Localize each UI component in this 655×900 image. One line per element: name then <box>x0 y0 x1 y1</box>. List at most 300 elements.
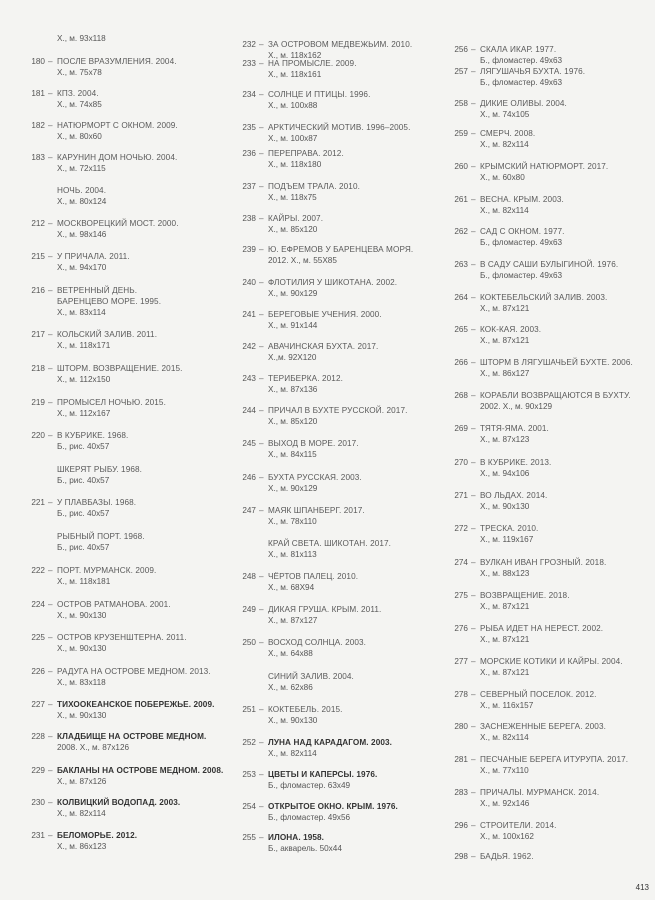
entry-dash: – <box>48 364 53 373</box>
entry-number: 183 <box>31 153 45 162</box>
entry-number: 283 <box>454 788 468 797</box>
entry-dash: – <box>259 638 264 647</box>
entry-description: Б., рис. 40х57 <box>57 509 110 518</box>
entry-description: Б., фломастер. 49х63 <box>480 78 563 87</box>
entry-number: 262 <box>454 227 468 236</box>
entry-title <box>268 438 438 449</box>
entry-dash: – <box>259 802 264 811</box>
entry-number: 296 <box>454 821 468 830</box>
entry-dash: – <box>259 182 264 191</box>
entry-description: Х., м. 90х130 <box>268 716 318 725</box>
entry-number: 255 <box>242 833 256 842</box>
entry-title-text: ВЕТРЕННЫЙ ДЕНЬ. БАРЕНЦЕВО МОРЕ. 1995. <box>57 286 162 306</box>
entry-dash: – <box>259 90 264 99</box>
entry-number: 274 <box>454 558 468 567</box>
entry-description: Х., м. 100х88 <box>268 101 318 110</box>
entry-description: Х., м. 82х114 <box>268 749 317 758</box>
entry-description: Х., м. 86х123 <box>57 842 107 851</box>
entry-title <box>57 531 227 542</box>
entry-title-text: СИНИЙ ЗАЛИВ. 2004. <box>268 672 354 681</box>
entry-dash: – <box>471 162 476 171</box>
entry-title-text: МОСКВОРЕЦКИЙ МОСТ. 2000. <box>57 219 179 228</box>
entry-description: Х., м. 81х113 <box>268 550 317 559</box>
entry-number: 229 <box>31 766 45 775</box>
entry-title <box>268 704 438 715</box>
entry-description: Х., м. 72х115 <box>57 164 106 173</box>
entry-dash: – <box>471 358 476 367</box>
entry-number: 232 <box>242 40 256 49</box>
entry-dash: – <box>259 833 264 842</box>
entry-dash: – <box>471 524 476 533</box>
entry-dash: – <box>471 458 476 467</box>
entry-title <box>480 44 650 55</box>
entry-title-text: В КУБРИКЕ. 1968. <box>57 431 129 440</box>
entry-title-text: ОСТРОВ КРУЗЕНШТЕРНА. 2011. <box>57 633 187 642</box>
entry-number: 252 <box>242 738 256 747</box>
entry-number: 281 <box>454 755 468 764</box>
entry-title-text: НОЧЬ. 2004. <box>57 186 107 195</box>
entry-title <box>57 599 227 610</box>
entry-number: 277 <box>454 657 468 666</box>
entry-number: 180 <box>31 57 45 66</box>
entry-number: 253 <box>242 770 256 779</box>
entry-dash: – <box>471 260 476 269</box>
entry-dash: – <box>48 798 53 807</box>
entry-dash: – <box>259 705 264 714</box>
entry-title-text: КОРАБЛИ ВОЗВРАЩАЮТСЯ В БУХТУ. <box>480 391 631 400</box>
entry-dash: – <box>471 491 476 500</box>
entry-description: Х., м. 118х180 <box>268 160 322 169</box>
entry-title-text: БУХТА РУССКАЯ. 2003. <box>268 473 362 482</box>
entry-dash: – <box>48 252 53 261</box>
entry-number: 270 <box>454 458 468 467</box>
entry-number: 250 <box>242 638 256 647</box>
entry-title-text: ОСТРОВ РАТМАНОВА. 2001. <box>57 600 171 609</box>
entry-title <box>268 58 438 69</box>
entry-dash: – <box>259 406 264 415</box>
entry-number: 259 <box>454 129 468 138</box>
entry-title <box>57 285 227 307</box>
entry-dash: – <box>471 722 476 731</box>
entry-title-text: ЗАСНЕЖЕННЫЕ БЕРЕГА. 2003. <box>480 722 606 731</box>
entry-title <box>268 122 438 133</box>
entry-title-text: ЦВЕТЫ И КАПЕРСЫ. 1976. <box>268 770 378 779</box>
entry-dash: – <box>48 398 53 407</box>
entry-title <box>480 623 650 634</box>
entry-title <box>57 830 227 841</box>
entry-description: Х., м. 60х80 <box>480 173 525 182</box>
entry-title-text: ПРОМЫСЕЛ НОЧЬЮ. 2015. <box>57 398 166 407</box>
entry-description: Б., фломастер. 49х56 <box>268 813 351 822</box>
entry-title <box>480 292 650 303</box>
entry-title <box>480 161 650 172</box>
entry-dash: – <box>48 498 53 507</box>
catalog-column-3 <box>435 0 650 900</box>
entry-dash: – <box>259 342 264 351</box>
entry-title-text: МАЯК ШПАНБЕРГ. 2017. <box>268 506 365 515</box>
entry-dash: – <box>471 129 476 138</box>
entry-description: Б., фломастер. 63х49 <box>268 781 351 790</box>
entry-title-text: КОКТЕБЕЛЬ. 2015. <box>268 705 343 714</box>
entry-dash: – <box>471 293 476 302</box>
entry-title-text: ПОДЪЕМ ТРАЛА. 2010. <box>268 182 360 191</box>
entry-number: 260 <box>454 162 468 171</box>
entry-title-text: МОРСКИЕ КОТИКИ И КАЙРЫ. 2004. <box>480 657 623 666</box>
entry-description: Х., м. 83х118 <box>57 678 106 687</box>
entry-description: Х., м. 90х130 <box>57 644 107 653</box>
entry-number: 239 <box>242 245 256 254</box>
entry-number: 244 <box>242 406 256 415</box>
entry-title-text: ШТОРМ. ВОЗВРАЩЕНИЕ. 2015. <box>57 364 183 373</box>
entry-title <box>480 820 650 831</box>
entry-number: 216 <box>31 286 45 295</box>
entry-title-text: ТЕРИБЕРКА. 2012. <box>268 374 343 383</box>
entry-description: Б., фломастер. 49х63 <box>480 271 563 280</box>
entry-title-text: КАЙРЫ. 2007. <box>268 214 324 223</box>
entry-dash: – <box>471 852 476 861</box>
entry-number: 247 <box>242 506 256 515</box>
entry-title <box>268 277 438 288</box>
entry-title-text: ДИКИЕ ОЛИВЫ. 2004. <box>480 99 567 108</box>
entry-description: Х., м. 83х114 <box>57 308 106 317</box>
entry-dash: – <box>48 153 53 162</box>
entry-description: Х., м. 82х114 <box>480 733 529 742</box>
entry-dash: – <box>259 374 264 383</box>
entry-title-text: ШКЕРЯТ РЫБУ. 1968. <box>57 465 143 474</box>
entry-description: Х., м. 116х157 <box>480 701 534 710</box>
entry-title <box>480 128 650 139</box>
entry-title <box>268 148 438 159</box>
entry-number: 222 <box>31 566 45 575</box>
entry-dash: – <box>48 57 53 66</box>
entry-dash: – <box>471 325 476 334</box>
entry-title-text: ТЯТЯ-ЯМА. 2001. <box>480 424 549 433</box>
entry-title-text: КПЗ. 2004. <box>57 89 99 98</box>
entry-title <box>268 571 438 582</box>
entry-title <box>57 632 227 643</box>
entry-description: Х., м. 90х130 <box>57 711 107 720</box>
entry-description: Х., м. 98х146 <box>57 230 107 239</box>
entry-number: 246 <box>242 473 256 482</box>
entry-description: Х., м. 118х162 <box>268 51 322 60</box>
entry-title <box>57 329 227 340</box>
entry-title <box>57 430 227 441</box>
entry-title <box>57 218 227 229</box>
entry-title-text: ЛУНА НАД КАРАДАГОМ. 2003. <box>268 738 393 747</box>
entry-description: Б., рис. 40х57 <box>57 476 110 485</box>
entry-title-text: ИЛОНА. 1958. <box>268 833 325 842</box>
entry-number: 231 <box>31 831 45 840</box>
entry-description: Х., м. 78х110 <box>268 517 317 526</box>
entry-title-text: КЛАДБИЩЕ НА ОСТРОВЕ МЕДНОМ. <box>57 732 207 741</box>
entry-number: 275 <box>454 591 468 600</box>
page-number: 413 <box>635 883 649 892</box>
entry-description: Б., рис. 40х57 <box>57 543 110 552</box>
entry-title-text: РЫБА ИДЕТ НА НЕРЕСТ. 2002. <box>480 624 604 633</box>
entry-description: Х., м. 87х121 <box>480 336 530 345</box>
entry-title-text: У ПЛАВБАЗЫ. 1968. <box>57 498 137 507</box>
entry-description: Х., м. 74х85 <box>57 100 102 109</box>
entry-dash: – <box>259 278 264 287</box>
entry-title <box>57 797 227 808</box>
entry-dash: – <box>259 245 264 254</box>
entry-title <box>57 731 227 742</box>
entry-description: Х., м. 91х144 <box>268 321 318 330</box>
entry-title <box>480 357 650 368</box>
entry-number: 243 <box>242 374 256 383</box>
entry-title-text: САД С ОКНОМ. 1977. <box>480 227 565 236</box>
entry-description: Х., м. 112х150 <box>57 375 111 384</box>
entry-dash: – <box>48 219 53 228</box>
entry-dash: – <box>471 67 476 76</box>
entry-number: 264 <box>454 293 468 302</box>
entry-description: Х., м. 90х129 <box>268 484 318 493</box>
entry-title-text: БАДЬЯ. 1962. <box>480 852 534 861</box>
entry-title-text: ВУЛКАН ИВАН ГРОЗНЫЙ. 2018. <box>480 558 607 567</box>
entry-number: 278 <box>454 690 468 699</box>
entry-title-text: КРАЙ СВЕТА. ШИКОТАН. 2017. <box>268 539 392 548</box>
entry-number: 268 <box>454 391 468 400</box>
entry-number: 251 <box>242 705 256 714</box>
entry-title <box>57 56 227 67</box>
entry-title-text: В САДУ САШИ БУЛЫГИНОЙ. 1976. <box>480 260 619 269</box>
entry-number: 234 <box>242 90 256 99</box>
entry-dash: – <box>48 89 53 98</box>
entry-title <box>268 832 438 843</box>
entry-dash: – <box>471 788 476 797</box>
entry-description: Х., м. 80х60 <box>57 132 102 141</box>
entry-title <box>480 523 650 534</box>
entry-title <box>268 244 438 255</box>
entry-title <box>268 341 438 352</box>
entry-dash: – <box>48 286 53 295</box>
entry-title-text: НАТЮРМОРТ С ОКНОМ. 2009. <box>57 121 178 130</box>
entry-description: Х., м. 87х121 <box>480 304 530 313</box>
entry-title-text: СМЕРЧ. 2008. <box>480 129 536 138</box>
entry-title-text: ВОСХОД СОЛНЦА. 2003. <box>268 638 367 647</box>
entry-title-text: РАДУГА НА ОСТРОВЕ МЕДНОМ. 2013. <box>57 667 211 676</box>
entry-dash: – <box>259 572 264 581</box>
entry-title <box>480 423 650 434</box>
entry-dash: – <box>48 667 53 676</box>
entry-number: 249 <box>242 605 256 614</box>
entry-number: 242 <box>242 342 256 351</box>
entry-description: Х., м. 80х124 <box>57 197 107 206</box>
entry-title <box>57 152 227 163</box>
entry-number: 235 <box>242 123 256 132</box>
entry-title <box>268 769 438 780</box>
entry-number: 233 <box>242 59 256 68</box>
entry-description: Б., фломастер. 49х63 <box>480 238 563 247</box>
entry-description: Х., м. 90х130 <box>480 502 530 511</box>
entry-title <box>480 590 650 601</box>
entry-number: 265 <box>454 325 468 334</box>
entry-number: 237 <box>242 182 256 191</box>
entry-dash: – <box>471 558 476 567</box>
entry-title-text: ШТОРМ В ЛЯГУШАЧЬЕЙ БУХТЕ. 2006. <box>480 358 633 367</box>
entry-description: Х., м. 87х121 <box>480 668 530 677</box>
entry-number: 257 <box>454 67 468 76</box>
entry-title-text: БЕЛОМОРЬЕ. 2012. <box>57 831 138 840</box>
entry-title <box>268 604 438 615</box>
entry-number: 225 <box>31 633 45 642</box>
entry-title <box>480 721 650 732</box>
entry-dash: – <box>48 766 53 775</box>
entry-description: Х., м. 112х167 <box>57 409 111 418</box>
entry-dash: – <box>259 770 264 779</box>
entry-title-text: КОКТЕБЕЛЬСКИЙ ЗАЛИВ. 2003. <box>480 293 608 302</box>
entry-title <box>268 737 438 748</box>
entry-title <box>268 472 438 483</box>
entry-title-text: БАКЛАНЫ НА ОСТРОВЕ МЕДНОМ. 2008. <box>57 766 224 775</box>
entry-dash: – <box>48 431 53 440</box>
entry-title-text: Ю. ЕФРЕМОВ У БАРЕНЦЕВА МОРЯ. <box>268 245 414 254</box>
entry-dash: – <box>471 99 476 108</box>
entry-title-text: ВЫХОД В МОРЕ. 2017. <box>268 439 359 448</box>
entry-description: Х., м. 94х106 <box>480 469 530 478</box>
entry-description: Х., м. 75х78 <box>57 68 102 77</box>
entry-dash: – <box>259 473 264 482</box>
entry-dash: – <box>48 600 53 609</box>
entry-number: 266 <box>454 358 468 367</box>
entry-dash: – <box>471 657 476 666</box>
entry-number: 182 <box>31 121 45 130</box>
entry-description: Б., рис. 40х57 <box>57 442 110 451</box>
entry-dash: – <box>471 624 476 633</box>
entry-number: 220 <box>31 431 45 440</box>
catalog-column-2 <box>223 0 438 900</box>
entry-title <box>480 226 650 237</box>
entry-dash: – <box>471 45 476 54</box>
entry-number: 276 <box>454 624 468 633</box>
entry-dash: – <box>259 605 264 614</box>
entry-title-text: СОЛНЦЕ И ПТИЦЫ. 1996. <box>268 90 371 99</box>
entry-description: Х., м. 100х162 <box>480 832 534 841</box>
entry-title-text: КОК-КАЯ. 2003. <box>480 325 542 334</box>
entry-description: Х., м. 119х167 <box>480 535 534 544</box>
entry-title-text: ЛЯГУШАЧЬЯ БУХТА. 1976. <box>480 67 586 76</box>
entry-title <box>480 787 650 798</box>
entry-number: 269 <box>454 424 468 433</box>
entry-title <box>57 666 227 677</box>
entry-number: 258 <box>454 99 468 108</box>
entry-dash: – <box>259 149 264 158</box>
entry-dash: – <box>471 391 476 400</box>
entry-description: Б., акварель. 50х44 <box>268 844 342 853</box>
entry-description: Х., м. 85х120 <box>268 417 318 426</box>
entry-title <box>268 309 438 320</box>
entry-description: Х., м. 87х127 <box>268 616 318 625</box>
entry-number: 280 <box>454 722 468 731</box>
entry-description: Х., м. 77х110 <box>480 766 529 775</box>
entry-title <box>268 405 438 416</box>
entry-number: 217 <box>31 330 45 339</box>
entry-description: Х., м. 90х129 <box>268 289 318 298</box>
entry-title-text: В КУБРИКЕ. 2013. <box>480 458 552 467</box>
entry-number: 263 <box>454 260 468 269</box>
entry-dash: – <box>259 59 264 68</box>
entry-title <box>57 120 227 131</box>
entry-description: Х., м. 93х118 <box>57 34 106 43</box>
entry-description: Х., м. 118х181 <box>57 577 111 586</box>
entry-title <box>268 538 438 549</box>
entry-description: Х., м. 100х87 <box>268 134 318 143</box>
entry-title <box>57 397 227 408</box>
entry-title-text: СТРОИТЕЛИ. 2014. <box>480 821 557 830</box>
entry-description: Х., м. 84х115 <box>268 450 317 459</box>
entry-dash: – <box>259 40 264 49</box>
entry-title-text: У ПРИЧАЛА. 2011. <box>57 252 130 261</box>
entry-title <box>57 699 227 710</box>
entry-title <box>57 363 227 374</box>
entry-dash: – <box>48 700 53 709</box>
entry-title-text: СКАЛА ИКАР. 1977. <box>480 45 557 54</box>
entry-number: 212 <box>31 219 45 228</box>
entry-dash: – <box>471 591 476 600</box>
entry-number: 256 <box>454 45 468 54</box>
entry-title <box>480 324 650 335</box>
entry-description: Х., м. 92х146 <box>480 799 530 808</box>
entry-description: 2002. Х., м. 90х129 <box>480 402 553 411</box>
entry-number: 221 <box>31 498 45 507</box>
entry-title-text: РЫБНЫЙ ПОРТ. 1968. <box>57 532 145 541</box>
entry-title-text: ПРИЧАЛ В БУХТЕ РУССКОЙ. 2017. <box>268 406 408 415</box>
entry-number: 224 <box>31 600 45 609</box>
entry-number: 181 <box>31 89 45 98</box>
entry-title-text: КРЫМСКИЙ НАТЮРМОРТ. 2017. <box>480 162 609 171</box>
entry-title <box>480 490 650 501</box>
entry-dash: – <box>471 195 476 204</box>
entry-title <box>57 765 227 776</box>
entry-title <box>480 98 650 109</box>
entry-description: Х., м. 88х123 <box>480 569 530 578</box>
entry-title <box>480 689 650 700</box>
entry-description: Х.,м. 92Х120 <box>268 353 317 362</box>
entry-dash: – <box>48 831 53 840</box>
entry-title-text: ПЕРЕПРАВА. 2012. <box>268 149 344 158</box>
entry-description: Х., м. 86х127 <box>480 369 530 378</box>
entry-dash: – <box>48 566 53 575</box>
entry-title <box>480 390 650 401</box>
entry-number: 218 <box>31 364 45 373</box>
entry-description: Х., м. 118х161 <box>268 70 322 79</box>
entry-title-text: ЗА ОСТРОВОМ МЕДВЕЖЬИМ. 2010. <box>268 40 413 49</box>
entry-description: Х., м. 74х105 <box>480 110 530 119</box>
entry-number: 240 <box>242 278 256 287</box>
entry-dash: – <box>48 732 53 741</box>
entry-dash: – <box>471 424 476 433</box>
entry-title <box>480 194 650 205</box>
entry-title-text: ФЛОТИЛИЯ У ШИКОТАНА. 2002. <box>268 278 398 287</box>
entry-description: Х., м. 118х75 <box>268 193 317 202</box>
entry-title <box>268 505 438 516</box>
entry-number: 227 <box>31 700 45 709</box>
entry-dash: – <box>471 821 476 830</box>
entry-description: Х., м. 82х114 <box>480 140 529 149</box>
entry-number: 245 <box>242 439 256 448</box>
entry-dash: – <box>259 123 264 132</box>
entry-dash: – <box>259 439 264 448</box>
entry-dash: – <box>48 633 53 642</box>
entry-title-text: КОЛЬСКИЙ ЗАЛИВ. 2011. <box>57 330 158 339</box>
entry-title <box>268 213 438 224</box>
catalog-column-1 <box>12 0 227 900</box>
entry-title-text: ПОСЛЕ ВРАЗУМЛЕНИЯ. 2004. <box>57 57 177 66</box>
entry-dash: – <box>259 506 264 515</box>
entry-number: 254 <box>242 802 256 811</box>
entry-description: Х., м. 62х86 <box>268 683 313 692</box>
entry-title <box>268 801 438 812</box>
